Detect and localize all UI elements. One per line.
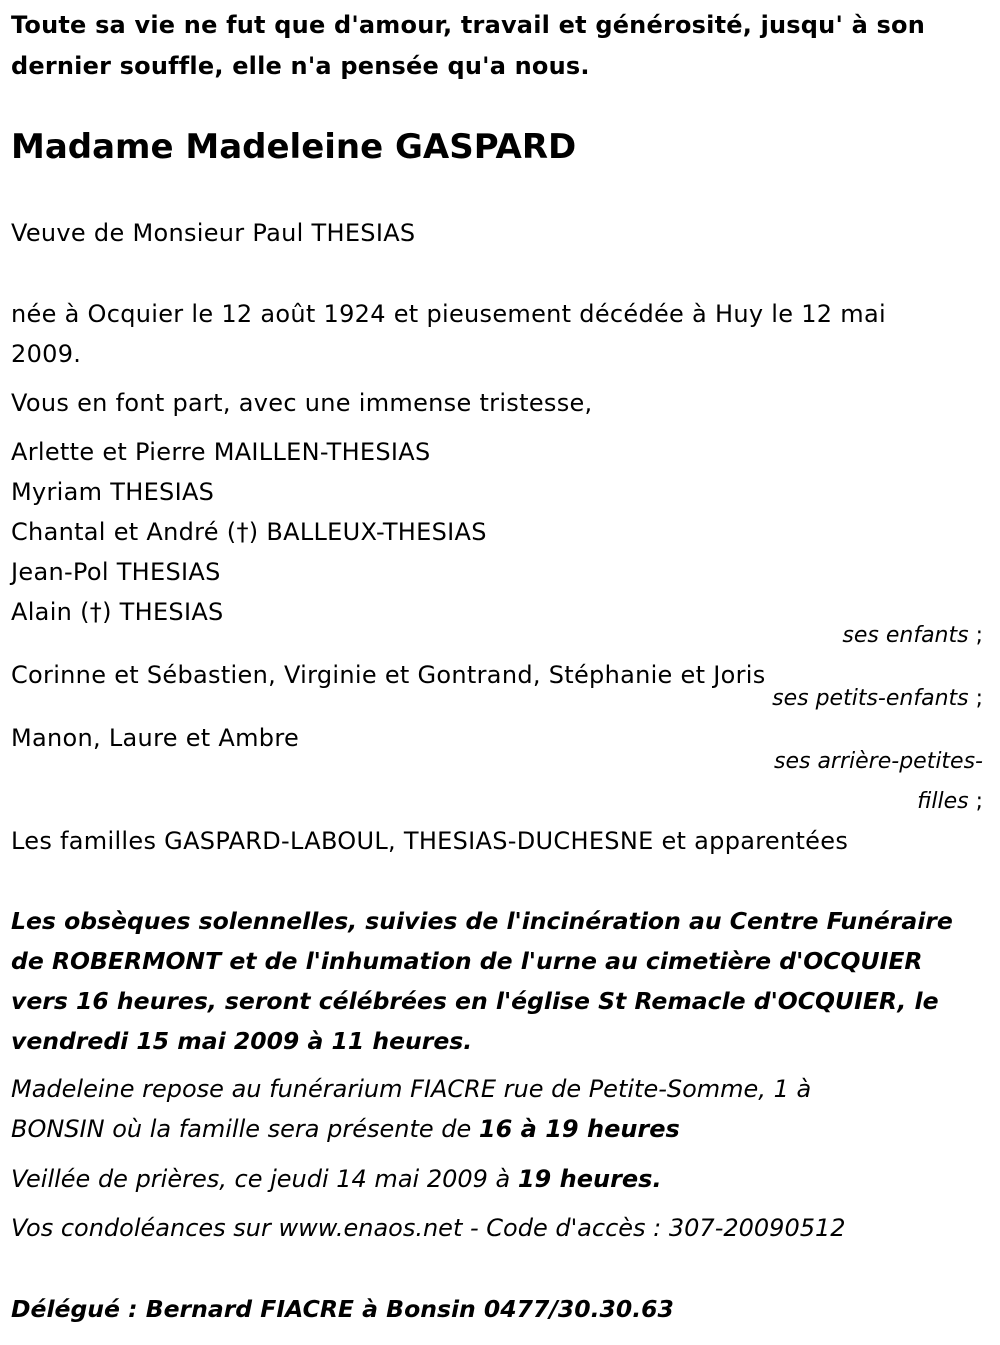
repose-line-1: Madeleine repose au funérarium FIACRE rue de Petite-Somme, 1 à <box>11 1075 812 1103</box>
birth-death-line-1: née à Ocquier le 12 août 1924 et pieusement décédée à Huy le 12 mai <box>11 300 886 328</box>
repose-hours: 16 à 19 heures <box>478 1115 680 1143</box>
children-label <box>842 616 983 656</box>
label-separator: ; <box>968 623 983 648</box>
intro-line-1: Toute sa vie ne fut que d'amour, travail et générosité, jusqu' à son <box>11 11 925 39</box>
funeral-line-3: vers 16 heures, seront célébrées en l'église St Remacle d'OCQUIER, le <box>11 987 939 1015</box>
great-grandchildren-label-line-2 <box>917 782 983 822</box>
child-item: Chantal et André (†) BALLEUX-THESIAS <box>11 518 487 546</box>
child-item: Jean-Pol THESIAS <box>11 558 221 586</box>
funeral-line-1: Les obsèques solennelles, suivies de l'incinération au Centre Funéraire <box>11 907 953 935</box>
announcement-text: Vous en font part, avec une immense tristesse, <box>11 389 593 417</box>
birth-death-line-2: 2009. <box>11 340 82 368</box>
widow-of-text: Veuve de Monsieur Paul THESIAS <box>11 219 416 247</box>
vigil-text <box>11 1159 662 1199</box>
child-item: Arlette et Pierre MAILLEN-THESIAS <box>11 438 431 466</box>
label-separator: ; <box>968 686 983 711</box>
condolences-text: Vos condoléances sur www.enaos.net - Code d'accès : 307-20090512 <box>11 1214 846 1242</box>
child-item: Alain (†) THESIAS <box>11 598 224 626</box>
great-grandchildren-label-text-1: ses arrière-petites- <box>774 749 983 774</box>
grandchildren-label <box>772 679 983 719</box>
funeral-line-4: vendredi 15 mai 2009 à 11 heures. <box>11 1027 473 1055</box>
great-grandchildren-label-line-1 <box>774 742 983 782</box>
deceased-name-title: Madame Madeleine GASPARD <box>11 127 577 167</box>
funeral-line-2: de ROBERMONT et de l'inhumation de l'urne au cimetière d'OCQUIER <box>11 947 923 975</box>
intro-line-2: dernier souffle, elle n'a pensée qu'a nous. <box>11 52 590 80</box>
great-grandchildren-label-text-2: filles <box>917 789 969 814</box>
vigil-hours: 19 heures. <box>517 1165 662 1193</box>
repose-line-2 <box>11 1109 680 1149</box>
grandchildren-list: Corinne et Sébastien, Virginie et Gontrand, Stéphanie et Joris <box>11 661 766 689</box>
vigil-text-prefix: Veillée de prières, ce jeudi 14 mai 2009 à <box>11 1165 518 1193</box>
label-separator: ; <box>968 789 983 814</box>
child-item: Myriam THESIAS <box>11 478 215 506</box>
delegate-text: Délégué : Bernard FIACRE à Bonsin 0477/30.30.63 <box>11 1295 674 1323</box>
families-text: Les familles GASPARD-LABOUL, THESIAS-DUCHESNE et apparentées <box>11 827 849 855</box>
great-grandchildren-list: Manon, Laure et Ambre <box>11 724 300 752</box>
repose-line-2-text: BONSIN où la famille sera présente de <box>11 1115 479 1143</box>
grandchildren-label-text: ses petits-enfants <box>772 686 969 711</box>
children-label-text: ses enfants <box>842 623 969 648</box>
